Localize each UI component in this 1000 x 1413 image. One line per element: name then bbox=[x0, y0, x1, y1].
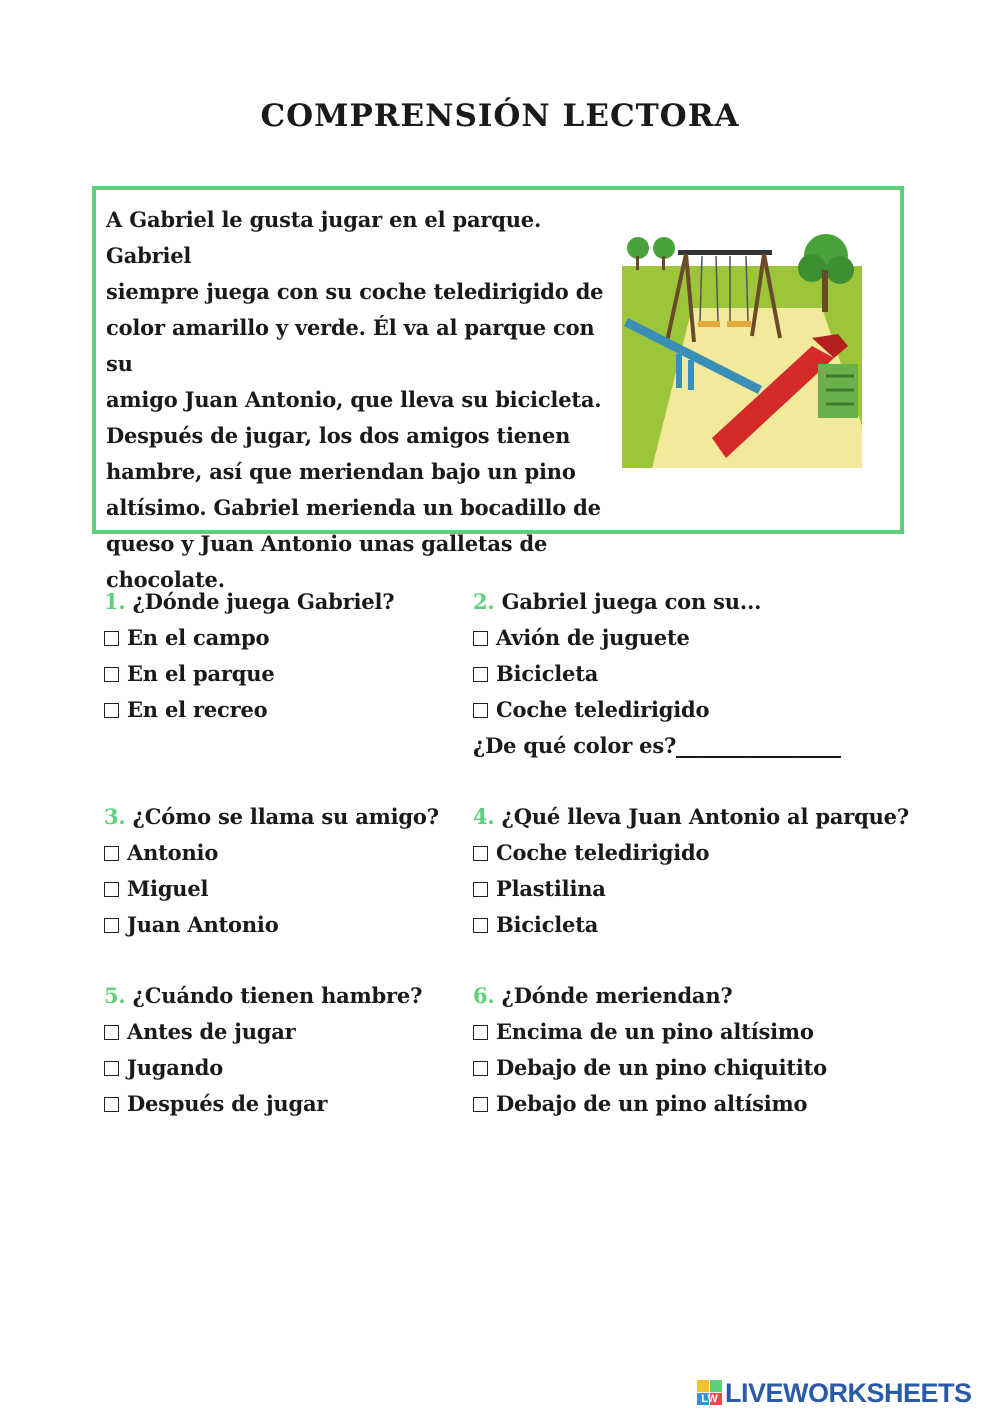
question-number: 5. bbox=[104, 983, 126, 1008]
question-number: 2. bbox=[473, 589, 495, 614]
question-number: 1. bbox=[104, 589, 126, 614]
checkbox[interactable] bbox=[104, 1061, 119, 1076]
answer-option[interactable]: En el parque bbox=[104, 656, 524, 692]
question-number: 4. bbox=[473, 804, 495, 829]
logo-text: LIVEWORKSHEETS bbox=[725, 1378, 972, 1408]
liveworksheets-logo bbox=[697, 1376, 997, 1410]
svg-text:LW: LW bbox=[701, 1393, 718, 1405]
answer-option[interactable]: Antonio bbox=[104, 835, 524, 871]
question-number: 3. bbox=[104, 804, 126, 829]
checkbox[interactable] bbox=[473, 1061, 488, 1076]
answer-option[interactable]: Juan Antonio bbox=[104, 907, 524, 943]
checkbox[interactable] bbox=[104, 882, 119, 897]
question-text: ¿Cómo se llama su amigo? bbox=[132, 804, 439, 829]
checkbox[interactable] bbox=[473, 882, 488, 897]
question-text: Gabriel juega con su... bbox=[501, 589, 762, 614]
answer-option[interactable]: Jugando bbox=[104, 1050, 524, 1086]
answer-option[interactable]: Coche teledirigido bbox=[473, 692, 893, 728]
question-number: 6. bbox=[473, 983, 495, 1008]
question-text: ¿Cuándo tienen hambre? bbox=[132, 983, 423, 1008]
checkbox[interactable] bbox=[104, 846, 119, 861]
checkbox[interactable] bbox=[104, 918, 119, 933]
answer-option[interactable]: Debajo de un pino chiquitito bbox=[473, 1050, 893, 1086]
question-5 bbox=[104, 978, 524, 1122]
checkbox[interactable] bbox=[473, 846, 488, 861]
answer-option[interactable]: Avión de juguete bbox=[473, 620, 893, 656]
answer-option[interactable]: Debajo de un pino altísimo bbox=[473, 1086, 893, 1122]
page-title: COMPRENSIÓN LECTORA bbox=[260, 98, 740, 134]
question-2 bbox=[473, 584, 893, 764]
checkbox[interactable] bbox=[473, 918, 488, 933]
answer-option[interactable]: En el campo bbox=[104, 620, 524, 656]
question-6 bbox=[473, 978, 893, 1122]
reading-box bbox=[92, 186, 904, 592]
answer-option[interactable]: Encima de un pino altísimo bbox=[473, 1014, 893, 1050]
answer-option[interactable]: En el recreo bbox=[104, 692, 524, 728]
answer-option[interactable]: Plastilina bbox=[473, 871, 893, 907]
checkbox[interactable] bbox=[104, 703, 119, 718]
question-text: ¿Dónde meriendan? bbox=[501, 983, 733, 1008]
checkbox[interactable] bbox=[473, 1097, 488, 1112]
question-4 bbox=[473, 799, 909, 943]
color-question-blank[interactable]: ¿De qué color es?________________ bbox=[473, 733, 841, 758]
checkbox[interactable] bbox=[104, 1025, 119, 1040]
answer-option[interactable]: Después de jugar bbox=[104, 1086, 524, 1122]
checkbox[interactable] bbox=[473, 703, 488, 718]
question-3 bbox=[104, 799, 524, 943]
checkbox[interactable] bbox=[104, 1097, 119, 1112]
checkbox[interactable] bbox=[473, 1025, 488, 1040]
question-text: ¿Dónde juega Gabriel? bbox=[132, 589, 395, 614]
answer-option[interactable]: Coche teledirigido bbox=[473, 835, 893, 871]
answer-option[interactable]: Bicicleta bbox=[473, 656, 893, 692]
question-1 bbox=[104, 584, 524, 728]
playground-illustration bbox=[622, 226, 862, 468]
question-text: ¿Qué lleva Juan Antonio al parque? bbox=[501, 804, 909, 829]
checkbox[interactable] bbox=[104, 667, 119, 682]
logo-mark-icon bbox=[697, 1378, 723, 1408]
checkbox[interactable] bbox=[473, 631, 488, 646]
reading-text: A Gabriel le gusta jugar en el parque. Gabriel siempre juega con su coche teledirigido de color amarillo y verde. Él va al parque con su amigo Juan Antonio, que lleva su bicicleta. Después de jugar, los dos amigos tienen hambre, así que meriendan bajo un pino altísimo. Gabriel merienda un bocadillo de queso y Juan Antonio unas galletas de chocolate. bbox=[106, 207, 604, 592]
answer-option[interactable]: Miguel bbox=[104, 871, 524, 907]
checkbox[interactable] bbox=[104, 631, 119, 646]
answer-option[interactable]: Antes de jugar bbox=[104, 1014, 524, 1050]
answer-option[interactable]: Bicicleta bbox=[473, 907, 893, 943]
checkbox[interactable] bbox=[473, 667, 488, 682]
